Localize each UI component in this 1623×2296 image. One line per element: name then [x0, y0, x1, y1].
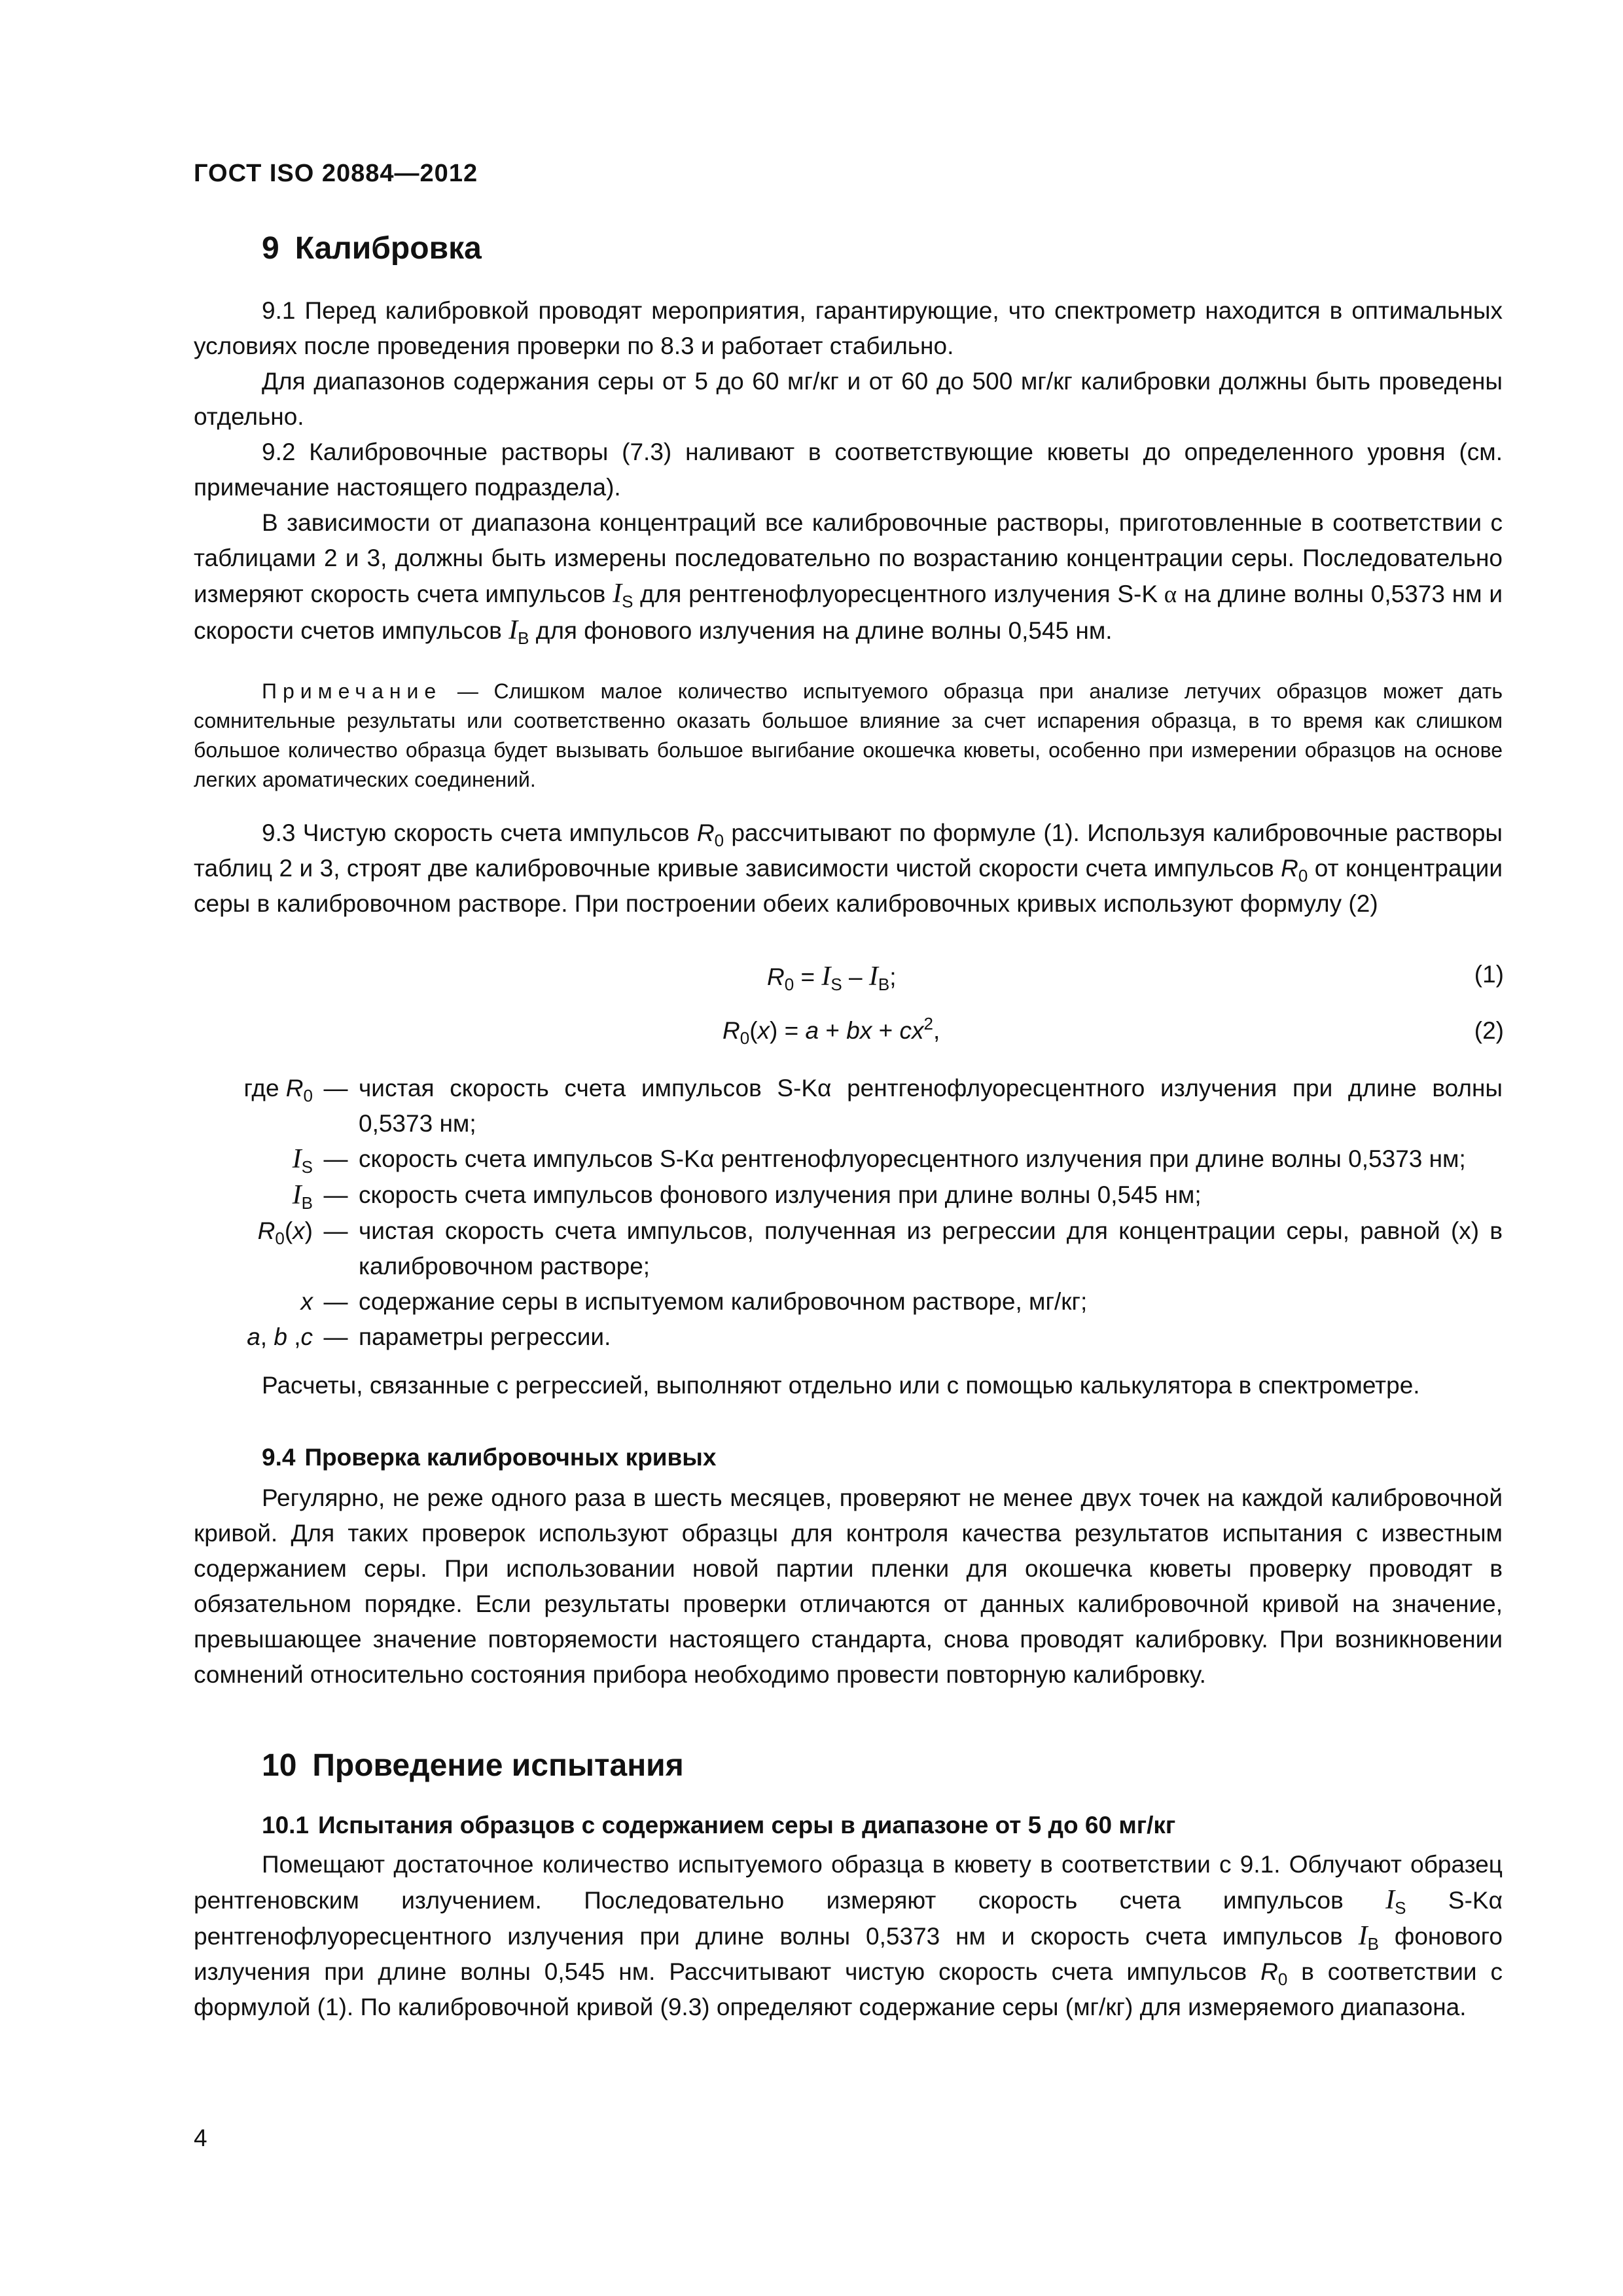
section-10-heading: [262, 1748, 684, 1784]
definition-row: x — содержание серы в испытуемом калибровочном растворе, мг/кг;: [194, 1284, 1503, 1319]
definition-row: $I_B$ — скорость счета импульсов фонового излучения при длине волны 0,545 нм;: [194, 1177, 1503, 1213]
definition-term: a, b ,c: [247, 1323, 313, 1350]
definition-row: $I_S$ — скорость счета импульсов S-Kα рентгенофлуоресцентного излучения при длине волны 0,5373 нм;: [194, 1141, 1503, 1177]
definition-term: $R_0(x)$: [257, 1217, 313, 1248]
section-number: 10: [262, 1748, 297, 1783]
note-text: — Слишком малое количество испытуемого образца при анализе летучих образцов может дать сомнительные результаты или соответственно оказать большое влияние за счет испарения образца, в то время как слишком большое количество образца будет вызывать большое выгибание окошечка кюветы, особенно при измерении образцов на основе легких ароматических соединений.: [194, 679, 1503, 791]
subsection-9-4-heading: 9.4 Проверка калибровочных кривых: [262, 1444, 717, 1471]
formula-2: $R_0(x) = a$ + bx + $cx^2$,: [722, 1014, 940, 1048]
definition-text: содержание серы в испытуемом калибровочном растворе, мг/кг;: [359, 1288, 1088, 1315]
document-header: ГОСТ ISO 20884—2012: [194, 160, 478, 187]
paragraph-9-2-measurement: В зависимости от диапазона концентраций все калибровочные растворы, приготовленные в соответствии с таблицами 2 и 3, должны быть измерены последовательно по возрастанию концентрации серы. Последовательно измеряют скорость счета импульсов $I_S$ для рентгенофлуоресцентного излучения S-K α на длине волны 0,5373 нм и скорости счетов импульсов $I_B$ для фонового излучения на длине волны 0,545 нм.: [194, 509, 1503, 648]
definition-text: чистая скорость счета импульсов, полученная из регрессии для концентрации серы, равной (x) в калибровочном растворе;: [359, 1217, 1503, 1280]
section-title: Калибровка: [294, 231, 482, 266]
formula-1: $R_0 = I_S - I_B$;: [767, 961, 897, 994]
page-number: 4: [194, 2125, 207, 2151]
section-9-heading: [262, 230, 482, 266]
formula-2-number: (2): [1474, 1017, 1504, 1044]
definition-term: x: [300, 1288, 313, 1315]
subsection-10-1-heading: 10.1 Испытания образцов с содержанием серы в диапазоне от 5 до 60 мг/кг: [262, 1812, 1176, 1839]
section-title: Проведение испытания: [312, 1748, 684, 1783]
note-label: Примечание: [262, 679, 442, 703]
paragraph-9-3: 9.3 Чистую скорость счета импульсов $R_0$ рассчитывают по формуле (1). Используя калибровочные растворы таблиц 2 и 3, строят две калибровочные кривые зависимости чистой скорости счета импульсов $R_0$ от концентрации серы в калибровочном растворе. При построении обеих калибровочных кривых используют формулу (2): [194, 819, 1503, 917]
section-number: 9: [262, 231, 279, 266]
formula-1-number: (1): [1474, 961, 1504, 988]
symbol-definitions: [194, 1071, 1503, 1355]
paragraph-9-2: 9.2 Калибровочные растворы (7.3) наливают в соответствующие кюветы до определенного уровня (см. примечание настоящего подраздела).: [194, 439, 1503, 501]
definition-text: параметры регрессии.: [359, 1323, 611, 1350]
definition-text: скорость счета импульсов S-Kα рентгенофлуоресцентного излучения при длине волны 0,5373 нм;: [359, 1145, 1466, 1172]
definition-text: чистая скорость счета импульсов S-Kα рентгенофлуоресцентного излучения при длине волны 0,5373 нм;: [359, 1075, 1503, 1137]
definition-term: где $R_0$: [243, 1075, 313, 1105]
definition-term: $I_S$: [292, 1144, 313, 1177]
paragraph-10-1: Помещают достаточное количество испытуемого образца в кювету в соответствии с 9.1. Облучают образец рентгеновским излучением. Последовательно измеряют скорость счета импульсов $I_S$ S-Kα рентгенофлуоресцентного излучения при длине волны 0,5373 нм и скорость счета импульсов $I_B$ фонового излучения при длине волны 0,545 нм. Рассчитывают чистую скорость счета импульсов $R_0$ в соответствии с формулой (1). По калибровочной кривой (9.3) определяют содержание серы (мг/кг) для измеряемого диапазона.: [194, 1851, 1503, 2020]
paragraph-regression: Расчеты, связанные с регрессией, выполняют отдельно или с помощью калькулятора в спектрометре.: [262, 1372, 1420, 1399]
paragraph-9-1-ranges: Для диапазонов содержания серы от 5 до 60 мг/кг и от 60 до 500 мг/кг калибровки должны быть проведены отдельно.: [194, 368, 1503, 430]
definition-row: где $R_0$ — чистая скорость счета импульсов S-Kα рентгенофлуоресцентного излучения при длине волны 0,5373 нм;: [194, 1071, 1503, 1141]
definition-row: a, b ,c — параметры регрессии.: [194, 1319, 1503, 1355]
note: [194, 677, 1503, 795]
definition-text: скорость счета импульсов фонового излучения при длине волны 0,545 нм;: [359, 1181, 1202, 1208]
definition-row: $R_0(x)$ — чистая скорость счета импульсов, полученная из регрессии для концентрации серы, равной (x) в калибровочном растворе;: [194, 1213, 1503, 1284]
paragraph-9-1: 9.1 Перед калибровкой проводят мероприятия, гарантирующие, что спектрометр находится в оптимальных условиях после проведения проверки по 8.3 и работает стабильно.: [194, 297, 1503, 359]
definition-term: $I_B$: [292, 1180, 313, 1213]
paragraph-9-4: Регулярно, не реже одного раза в шесть месяцев, проверяют не менее двух точек на каждой калибровочной кривой. Для таких проверок используют образцы для контроля качества результатов испытания с известным содержанием серы. При использовании новой партии пленки для окошечка кюветы проверку проводят в обязательном порядке. Если результаты проверки отличаются от данных калибровочной кривой на значение, превышающее значение повторяемости настоящего стандарта, снова проводят калибровку. При возникновении сомнений относительно состояния прибора необходимо провести повторную калибровку.: [194, 1484, 1503, 1688]
